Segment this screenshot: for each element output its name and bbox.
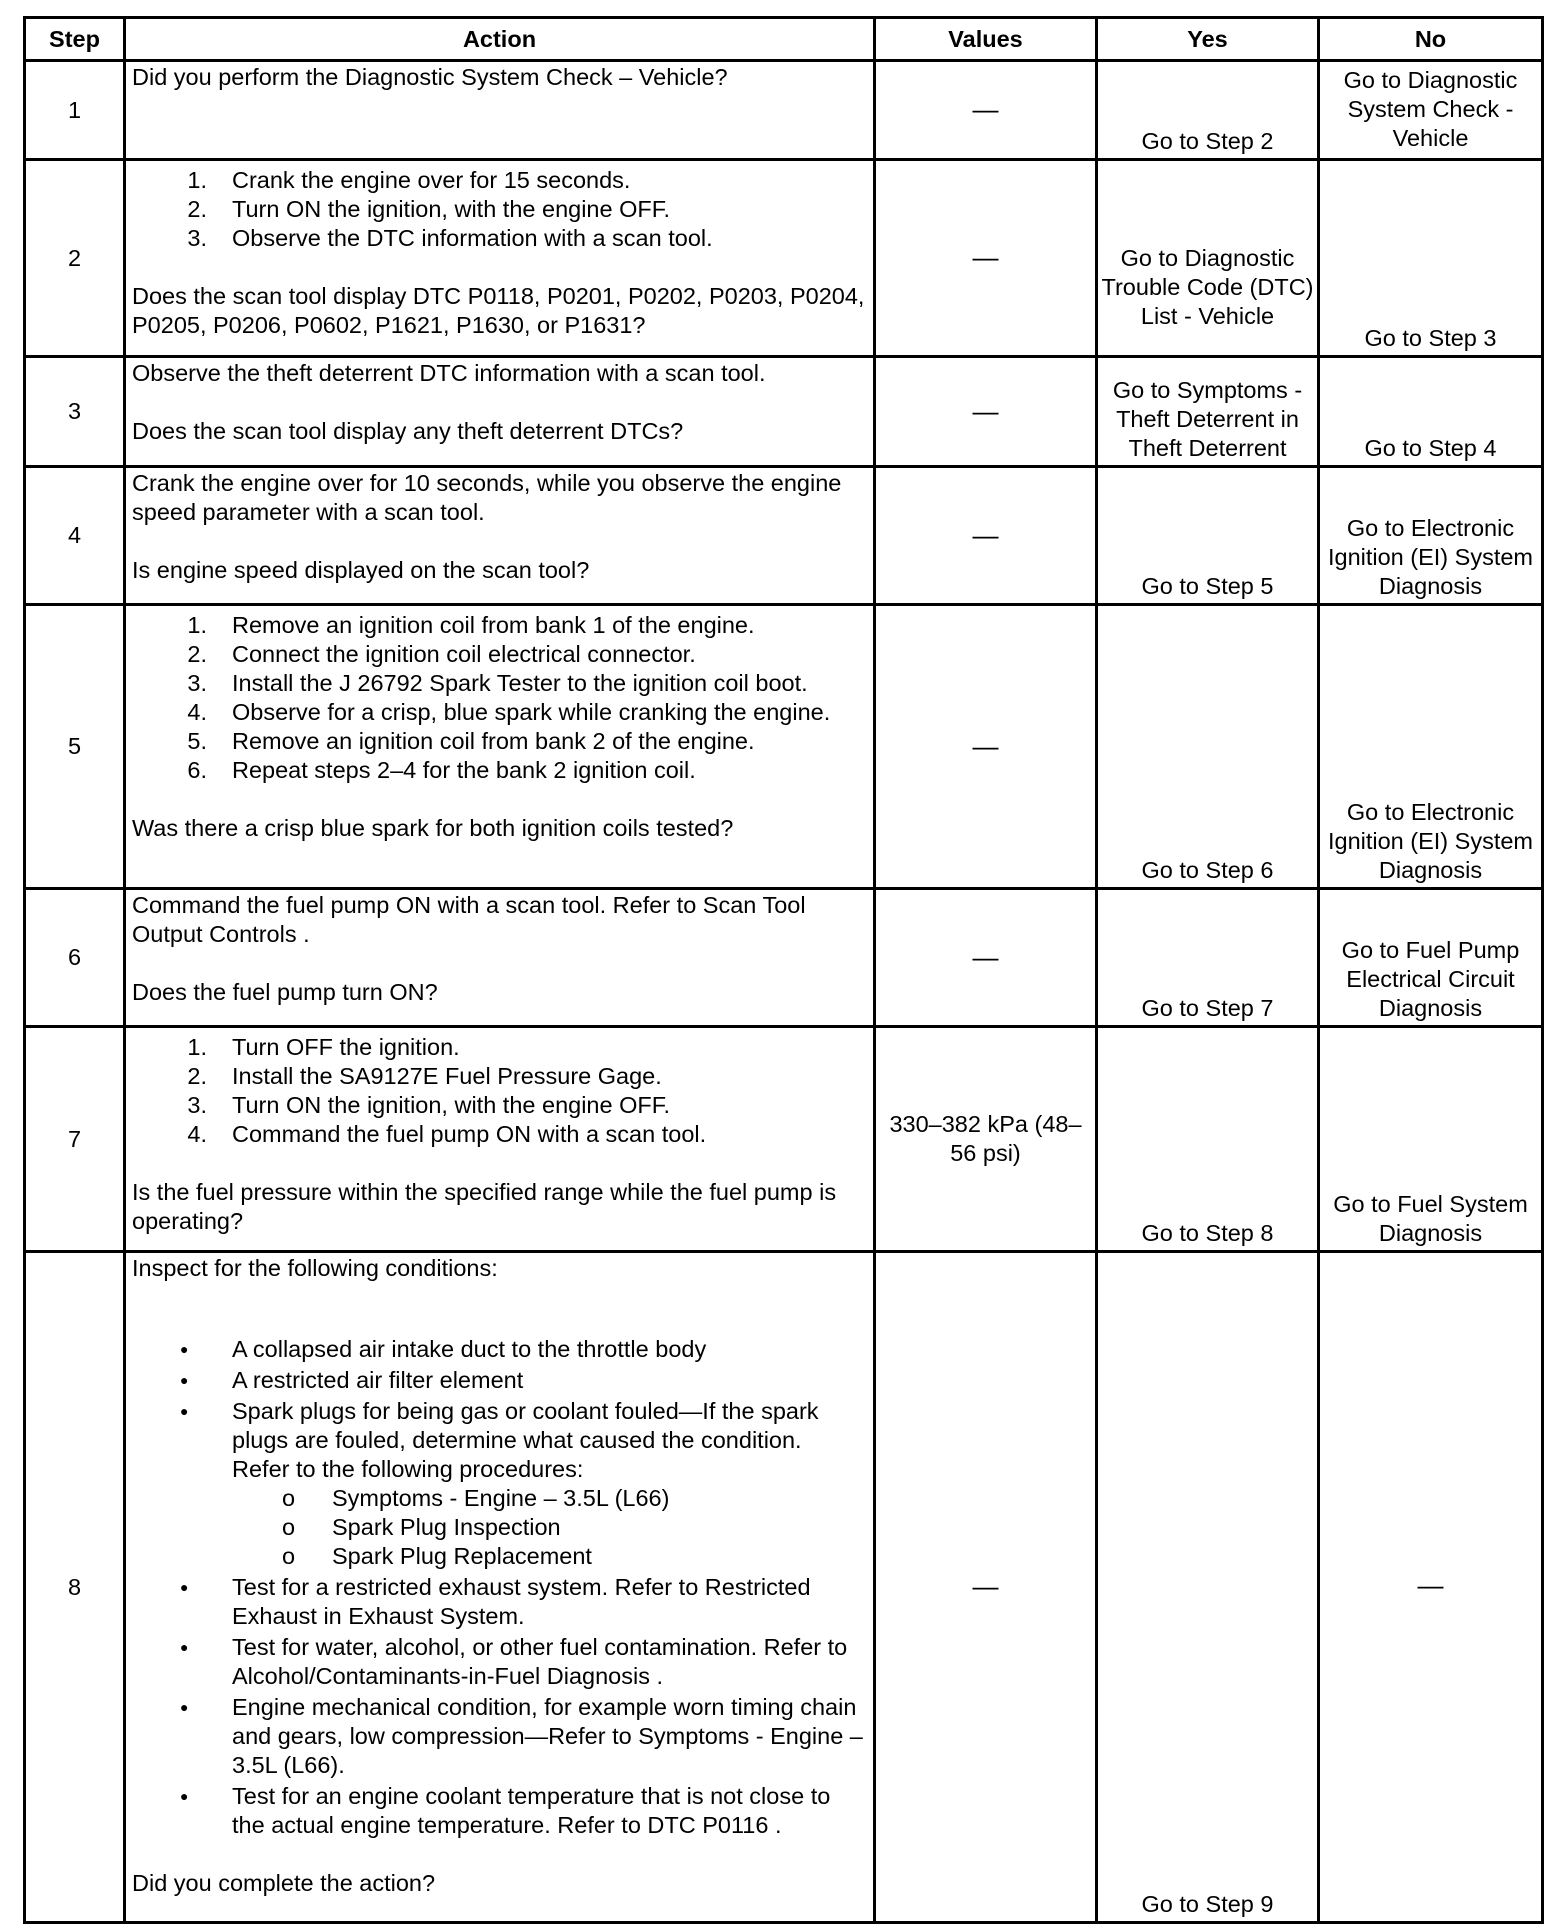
values-text: —: [972, 94, 999, 124]
action-text: Inspect for the following conditions:: [132, 1255, 498, 1281]
table-row: [25, 1252, 1543, 1923]
yes-text: Go to Symptoms - Theft Deterrent in Theft Deterrent: [1112, 377, 1303, 461]
values-text: 330–382 kPa (48–56 psi): [889, 1111, 1082, 1166]
values-text: —: [972, 242, 999, 272]
list-item: 6. Repeat steps 2–4 for the bank 2 ignition coil.: [187, 757, 696, 783]
procedures-sublist: [232, 1484, 865, 1571]
table-row: [25, 889, 1543, 1027]
no-text: Go to Fuel System Diagnosis: [1333, 1191, 1528, 1246]
table-row: [25, 605, 1543, 889]
step-number: 8: [25, 1252, 125, 1923]
action-cell: [125, 61, 875, 160]
values-cell: [875, 1252, 1097, 1923]
header-yes: Yes: [1097, 18, 1319, 61]
action-cell: [125, 160, 875, 357]
table-row: [25, 357, 1543, 467]
list-item: 2. Connect the ignition coil electrical connector.: [187, 641, 696, 667]
action-text: Command the fuel pump ON with a scan tool. Refer to Scan Tool Output Controls .: [132, 892, 806, 947]
action-steps: [132, 1033, 865, 1149]
list-item: ● Spark plugs for being gas or coolant fouled—If the spark plugs are fouled, determine what caused the condition. Refer to the following procedures: o Symptoms - Engine – 3.5L (L66) o Spark Plug Inspection o Spark Plug Replacement: [132, 1397, 865, 1571]
no-text: Go to Electronic Ignition (EI) System Diagnosis: [1327, 515, 1534, 599]
action-cell: [125, 1252, 875, 1923]
action-cell: [125, 889, 875, 1027]
no-cell: [1319, 467, 1543, 605]
list-item: 2. Install the SA9127E Fuel Pressure Gage.: [187, 1063, 662, 1089]
values-cell: [875, 889, 1097, 1027]
header-action: Action: [125, 18, 875, 61]
values-cell: [875, 605, 1097, 889]
values-cell: [875, 1027, 1097, 1252]
action-steps: [132, 611, 865, 785]
header-step: Step: [25, 18, 125, 61]
values-cell: [875, 160, 1097, 357]
action-text: Did you perform the Diagnostic System Check – Vehicle?: [132, 64, 728, 90]
no-text: —: [1417, 1570, 1444, 1600]
no-text: Go to Step 3: [1364, 325, 1497, 351]
action-question: Is engine speed displayed on the scan tool?: [132, 557, 590, 583]
action-question: Does the fuel pump turn ON?: [132, 979, 438, 1005]
list-item: 3. Install the J 26792 Spark Tester to the ignition coil boot.: [187, 670, 808, 696]
no-cell: [1319, 160, 1543, 357]
action-question: Did you complete the action?: [132, 1870, 436, 1896]
values-text: —: [972, 1571, 999, 1601]
diagnostic-table: [23, 16, 1544, 1924]
step-number: 5: [25, 605, 125, 889]
yes-text: Go to Step 5: [1141, 573, 1274, 599]
header-no: No: [1319, 18, 1543, 61]
yes-text: Go to Step 6: [1141, 857, 1274, 883]
action-question: Is the fuel pressure within the specified range while the fuel pump is operating?: [132, 1179, 837, 1234]
table-row: [25, 467, 1543, 605]
yes-cell: [1097, 467, 1319, 605]
list-item: 1. Turn OFF the ignition.: [187, 1034, 460, 1060]
list-item: o Spark Plug Inspection: [232, 1513, 865, 1542]
step-number: 3: [25, 357, 125, 467]
no-text: Go to Step 4: [1364, 435, 1497, 461]
no-cell: [1319, 1252, 1543, 1923]
header-row: [25, 18, 1543, 61]
conditions-list: [132, 1335, 865, 1840]
no-cell: [1319, 889, 1543, 1027]
table-row: [25, 160, 1543, 357]
no-cell: [1319, 357, 1543, 467]
yes-cell: [1097, 160, 1319, 357]
no-text: Go to Electronic Ignition (EI) System Diagnosis: [1327, 799, 1534, 883]
yes-cell: [1097, 1027, 1319, 1252]
no-text: Go to Diagnostic System Check - Vehicle: [1343, 66, 1518, 151]
list-item: 3. Observe the DTC information with a scan tool.: [187, 225, 713, 251]
list-item: o Symptoms - Engine – 3.5L (L66): [232, 1484, 865, 1513]
no-cell: [1319, 1027, 1543, 1252]
list-item: 4. Observe for a crisp, blue spark while cranking the engine.: [187, 699, 831, 725]
list-item: ● Test for water, alcohol, or other fuel contamination. Refer to Alcohol/Contaminants-in-Fuel Diagnosis .: [132, 1633, 865, 1691]
values-cell: [875, 61, 1097, 160]
action-cell: [125, 357, 875, 467]
list-item: ● Test for an engine coolant temperature that is not close to the actual engine temperature. Refer to DTC P0116 .: [132, 1782, 865, 1840]
action-text: Crank the engine over for 10 seconds, while you observe the engine speed parameter with a scan tool.: [132, 470, 842, 525]
yes-text: Go to Step 2: [1141, 128, 1274, 154]
step-number: 4: [25, 467, 125, 605]
yes-text: Go to Diagnostic Trouble Code (DTC) List - Vehicle: [1101, 244, 1314, 329]
yes-cell: [1097, 1252, 1319, 1923]
list-item: 3. Turn ON the ignition, with the engine OFF.: [187, 1092, 671, 1118]
step-number: 7: [25, 1027, 125, 1252]
values-cell: [875, 467, 1097, 605]
list-item: ● A restricted air filter element: [132, 1366, 865, 1395]
values-text: —: [972, 395, 999, 426]
no-cell: [1319, 61, 1543, 160]
yes-cell: [1097, 889, 1319, 1027]
action-cell: [125, 467, 875, 605]
list-item: ● A collapsed air intake duct to the throttle body: [132, 1335, 865, 1364]
no-cell: [1319, 605, 1543, 889]
yes-cell: [1097, 61, 1319, 160]
no-text: Go to Fuel Pump Electrical Circuit Diagnosis: [1341, 937, 1520, 1021]
action-question: Was there a crisp blue spark for both ignition coils tested?: [132, 815, 734, 841]
list-item: 5. Remove an ignition coil from bank 2 of the engine.: [187, 728, 755, 754]
list-item: ● Test for a restricted exhaust system. Refer to Restricted Exhaust in Exhaust System.: [132, 1573, 865, 1631]
action-steps: [132, 166, 865, 253]
list-item: 1. Crank the engine over for 15 seconds.: [187, 167, 631, 193]
list-item: ● Engine mechanical condition, for example worn timing chain and gears, low compression—Refer to Symptoms - Engine – 3.5L (L66).: [132, 1693, 865, 1780]
table-row: [25, 61, 1543, 160]
list-item: 2. Turn ON the ignition, with the engine OFF.: [187, 196, 671, 222]
yes-cell: [1097, 605, 1319, 889]
step-number: 6: [25, 889, 125, 1027]
action-text: Observe the theft deterrent DTC information with a scan tool.: [132, 360, 766, 386]
values-text: —: [972, 519, 999, 550]
yes-text: Go to Step 8: [1141, 1220, 1274, 1246]
table-row: [25, 1027, 1543, 1252]
values-text: —: [972, 730, 999, 761]
action-question: Does the scan tool display any theft deterrent DTCs?: [132, 418, 684, 444]
yes-text: Go to Step 7: [1141, 995, 1274, 1021]
action-question: Does the scan tool display DTC P0118, P0201, P0202, P0203, P0204, P0205, P0206, P0602, P1621, P1630, or P1631?: [132, 283, 865, 338]
values-cell: [875, 357, 1097, 467]
action-cell: [125, 1027, 875, 1252]
list-item: o Spark Plug Replacement: [232, 1542, 865, 1571]
list-item: 4. Command the fuel pump ON with a scan tool.: [187, 1121, 707, 1147]
header-values: Values: [875, 18, 1097, 61]
yes-text: Go to Step 9: [1141, 1891, 1274, 1917]
step-number: 2: [25, 160, 125, 357]
yes-cell: [1097, 357, 1319, 467]
action-cell: [125, 605, 875, 889]
list-item: 1. Remove an ignition coil from bank 1 of the engine.: [187, 612, 755, 638]
values-text: —: [972, 941, 999, 972]
step-number: 1: [25, 61, 125, 160]
